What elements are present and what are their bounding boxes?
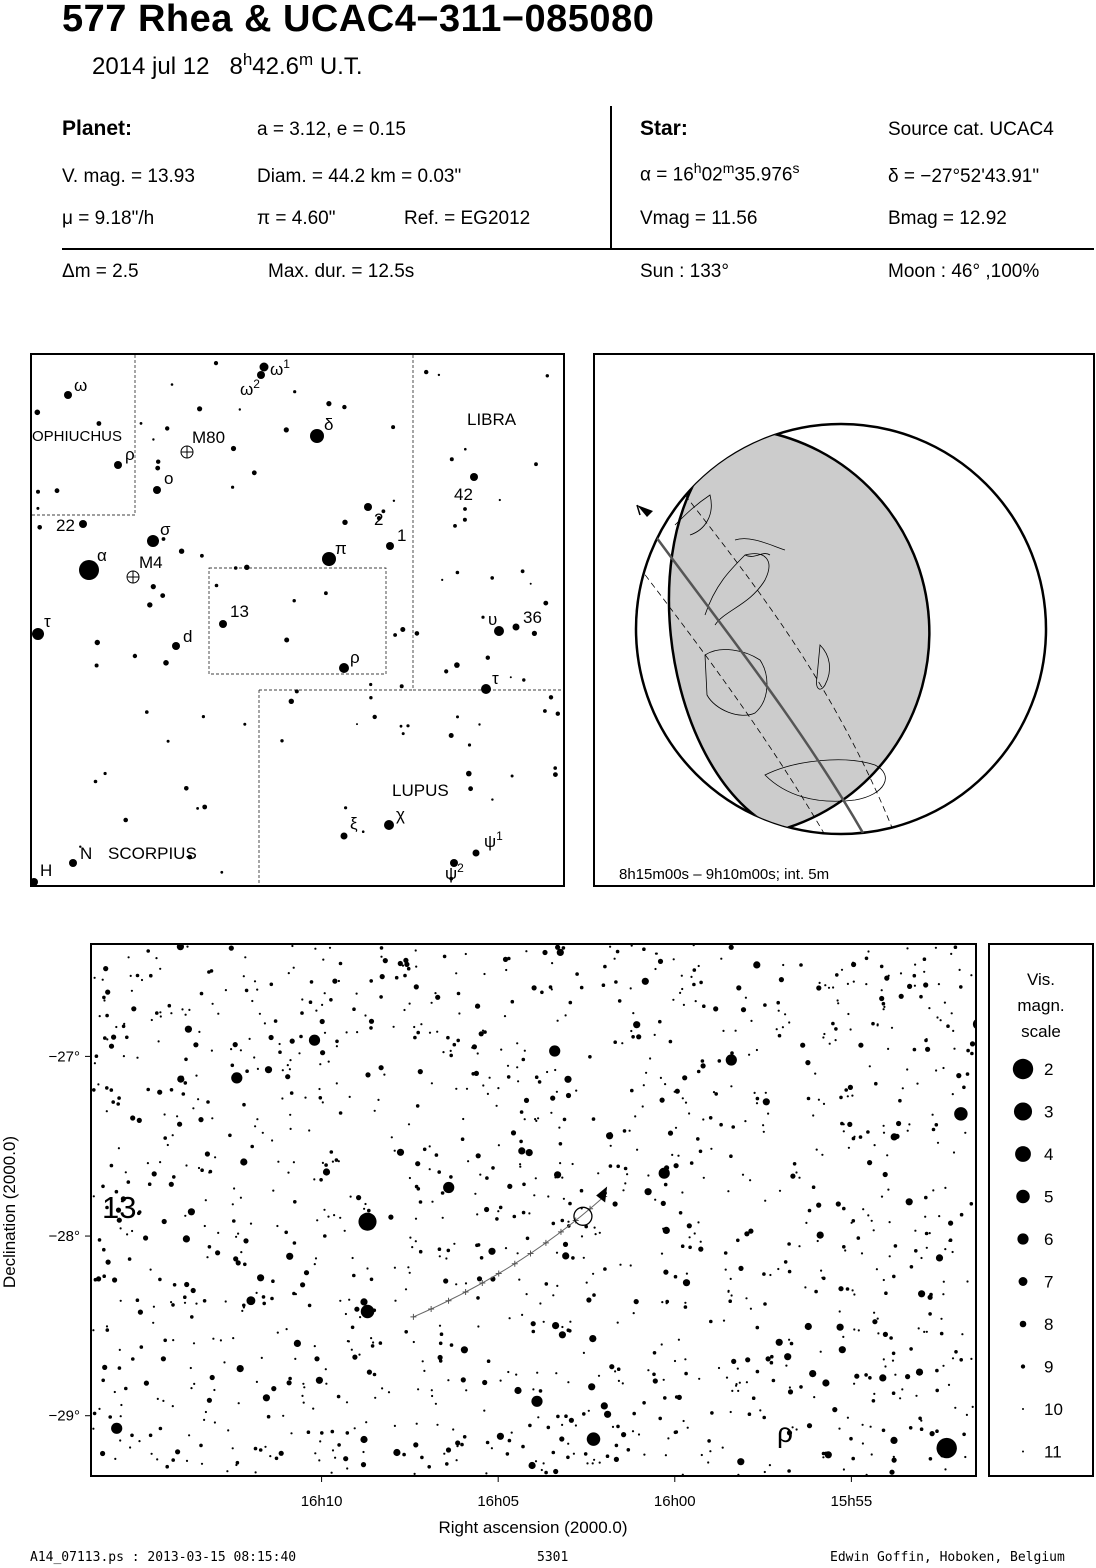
finder-faint-star: [543, 709, 547, 713]
finder-faint-star: [293, 599, 296, 602]
star-alpha-sco: [79, 560, 99, 580]
chart-label-rho: ρ: [777, 1417, 793, 1448]
finder-faint-star: [402, 732, 405, 735]
main-chart-axes: [0, 940, 1096, 1568]
finder-faint-star: [156, 460, 160, 464]
label-tau-lib: τ: [492, 669, 499, 688]
star-dec: δ = −27°52'43.91": [888, 166, 1040, 187]
max-duration: Max. dur. = 12.5s: [268, 261, 415, 282]
finder-faint-star: [145, 710, 149, 714]
finder-faint-star: [391, 425, 395, 429]
finder-faint-star: [450, 457, 454, 461]
finder-faint-star: [214, 361, 218, 365]
finder-faint-star: [289, 699, 294, 704]
label-2: 2: [374, 510, 384, 529]
finder-faint-star: [373, 715, 377, 719]
label-omicron: o: [164, 469, 174, 488]
finder-faint-star: [160, 593, 165, 598]
finder-faint-star: [406, 724, 409, 727]
finder-faint-star: [197, 406, 202, 411]
label-sigma: σ: [160, 520, 171, 539]
event-minute: 42.6: [252, 53, 299, 80]
star-22-sco: [79, 520, 87, 528]
star-36-lib: [513, 624, 520, 631]
footer-file: A14_07113.ps : 2013-03-15 08:15:40: [30, 1550, 297, 1565]
finder-faint-star: [534, 462, 538, 466]
star-42-lib: [470, 473, 478, 481]
moon-info: Moon : 46° ,100%: [888, 261, 1040, 282]
finder-faint-star: [454, 662, 460, 668]
star-ra-hours: α = 16: [640, 164, 694, 186]
finder-faint-star: [393, 633, 397, 637]
star-ra-min: 02: [701, 164, 723, 186]
planet-ref: Ref. = EG2012: [404, 208, 531, 229]
finder-faint-star: [486, 656, 490, 660]
finder-faint-star: [200, 554, 204, 558]
finder-faint-star: [511, 775, 514, 778]
finder-faint-star: [37, 525, 42, 530]
finder-faint-star: [243, 723, 246, 726]
legend-mag-label: 8: [1044, 1315, 1054, 1334]
constellation-lupus: LUPUS: [392, 781, 449, 800]
ra-h-unit: h: [693, 160, 702, 176]
legend-dot: [1021, 1364, 1025, 1368]
legend-dot: [1014, 1102, 1032, 1120]
x-axis-label: Right ascension (2000.0): [438, 1518, 628, 1537]
x-tick-label: 16h00: [653, 1493, 696, 1510]
finder-faint-star: [231, 486, 234, 489]
globe-caption: 8h15m00s – 9h10m00s; int. 5m: [619, 866, 830, 883]
finder-faint-star: [36, 507, 39, 510]
star-bmag: Bmag = 12.92: [888, 208, 1007, 229]
star-h-sco: [32, 878, 38, 885]
finder-faint-star: [244, 565, 249, 570]
finder-faint-star: [55, 488, 60, 493]
label-omega1: $\omega^1$: [270, 357, 290, 379]
star-rho-oph: [114, 461, 122, 469]
star-xi-lup: [341, 833, 348, 840]
label-n: N: [80, 844, 93, 863]
legend-mag-label: 5: [1044, 1187, 1054, 1207]
finder-faint-star: [441, 579, 443, 581]
planet-diam: Diam. = 44.2 km = 0.03": [257, 166, 462, 187]
chart-label-13: 13: [102, 1190, 137, 1225]
star-sigma-sco: [147, 535, 159, 547]
minute-unit: m: [299, 50, 314, 69]
finder-faint-star: [463, 518, 467, 522]
finder-faint-star: [196, 807, 199, 810]
finder-faint-star: [553, 766, 557, 770]
finder-faint-star: [393, 500, 395, 502]
star-n-sco: [69, 859, 77, 867]
finder-faint-star: [530, 583, 532, 585]
y-tick-label: −27°: [48, 1048, 80, 1066]
constellation-scorpius: SCORPIUS: [108, 844, 197, 863]
finder-faint-star: [438, 374, 440, 376]
finder-faint-star: [468, 786, 473, 791]
finder-faint-star: [546, 374, 549, 377]
finder-faint-star: [95, 640, 100, 645]
finder-faint-star: [97, 421, 102, 426]
y-tick-label: −29°: [48, 1407, 80, 1425]
star-source: Source cat. UCAC4: [888, 119, 1054, 140]
finder-faint-star: [94, 780, 98, 784]
finder-faint-star: [468, 743, 471, 746]
finder-faint-star: [151, 584, 156, 589]
label-13: 13: [230, 602, 249, 621]
table-hdivider: [62, 248, 1094, 250]
finder-faint-star: [293, 390, 296, 393]
finder-faint-star: [220, 871, 223, 874]
finder-faint-star: [490, 576, 494, 580]
event-hour: 8: [229, 53, 243, 80]
finder-faint-star: [239, 408, 241, 410]
finder-faint-star: [424, 370, 428, 374]
finder-faint-star: [152, 438, 154, 440]
label-1: 1: [397, 526, 407, 545]
finder-faint-star: [326, 401, 331, 406]
finder-faint-star: [532, 631, 537, 636]
star-tau-sco: [32, 628, 44, 640]
planet-orbit: a = 3.12, e = 0.15: [257, 119, 406, 140]
legend-dot: [1016, 1190, 1030, 1204]
finder-faint-star: [522, 678, 525, 681]
legend-mag-label: 10: [1044, 1400, 1063, 1419]
finder-faint-star: [35, 410, 41, 416]
time-suffix: U.T.: [313, 53, 363, 80]
hour-unit: h: [242, 50, 253, 69]
finder-faint-star: [464, 448, 467, 451]
label-rho-sco: ρ: [350, 648, 360, 667]
finder-faint-star: [369, 683, 372, 686]
delta-mag: Δm = 2.5: [62, 261, 139, 282]
legend-title-line2: magn.: [1017, 996, 1065, 1015]
earth-globe-svg: [595, 355, 1093, 885]
y-tick-label: −28°: [48, 1228, 80, 1246]
finder-faint-star: [456, 571, 460, 575]
finder-faint-star: [324, 591, 328, 595]
event-date: 2014 jul 12: [92, 53, 210, 80]
constellation-libra: LIBRA: [467, 410, 517, 429]
finder-faint-star: [295, 689, 299, 693]
label-42: 42: [454, 485, 473, 504]
label-upsilon: υ: [488, 610, 498, 629]
finder-faint-star: [140, 422, 143, 425]
finder-faint-star: [362, 830, 365, 833]
table-vdivider: [610, 106, 612, 248]
star-pi-sco: [322, 552, 336, 566]
finder-faint-star: [400, 627, 405, 632]
label-tau-sco: τ: [44, 612, 51, 631]
star-2-sco: [364, 503, 372, 511]
finder-faint-star: [252, 470, 257, 475]
star-delta-sco: [310, 429, 324, 443]
star-psi1: [473, 850, 480, 857]
finder-faint-star: [449, 733, 454, 738]
finder-faint-star: [231, 446, 236, 451]
label-pi: π: [335, 539, 347, 558]
x-tick-label: 16h10: [300, 1493, 343, 1510]
star-ra: [640, 160, 800, 186]
finder-faint-star: [234, 566, 238, 570]
magnitude-legend: [988, 943, 1094, 1477]
legend-title-line3: scale: [1021, 1022, 1061, 1041]
ra-s-unit: s: [792, 160, 800, 176]
finder-chart-svg: [32, 355, 563, 885]
label-36: 36: [523, 608, 542, 627]
star-tau-lib: [481, 684, 491, 694]
event-datetime: [92, 50, 363, 81]
star-1-sco: [386, 542, 394, 550]
label-alpha: α: [97, 546, 107, 565]
sun-elongation: Sun : 133°: [640, 261, 729, 282]
constellation-ophiuchus: OPHIUCHUS: [32, 428, 123, 445]
star-chi-lup: [384, 820, 394, 830]
finder-faint-star: [521, 569, 525, 573]
finder-faint-star: [280, 739, 283, 742]
star-d-sco: [172, 642, 180, 650]
finder-faint-star: [463, 507, 467, 511]
legend-dot: [1020, 1321, 1027, 1328]
legend-mag-label: 4: [1044, 1145, 1054, 1164]
label-omega2: $\omega^2$: [240, 377, 260, 399]
label-m4: M4: [139, 553, 163, 572]
finder-faint-star: [155, 466, 160, 471]
label-h: H: [40, 861, 53, 880]
legend-svg: [990, 945, 1092, 1475]
finder-faint-star: [342, 520, 347, 525]
finder-faint-star: [466, 771, 472, 777]
finder-faint-star: [491, 798, 493, 800]
footer-number: 5301: [537, 1550, 569, 1565]
finder-faint-star: [342, 405, 346, 409]
finder-faint-star: [184, 786, 189, 791]
star-omega-oph: [64, 391, 72, 399]
legend-dot: [1022, 1451, 1024, 1453]
legend-dot: [1022, 1408, 1024, 1410]
finder-faint-star: [284, 638, 289, 643]
label-psi2: $\psi^2$: [445, 861, 464, 883]
earth-globe-panel: [593, 353, 1095, 887]
cluster-m4-icon: [127, 571, 139, 583]
finder-faint-star: [344, 806, 347, 809]
page-title: 577 Rhea & UCAC4−311−085080: [62, 0, 655, 40]
star-heading: Star:: [640, 117, 688, 140]
legend-mag-label: 3: [1044, 1102, 1054, 1122]
planet-parallax: π = 4.60": [257, 208, 336, 229]
x-tick-label: 16h05: [477, 1493, 520, 1510]
finder-faint-star: [284, 427, 289, 432]
finder-faint-star: [556, 712, 560, 716]
finder-faint-star: [167, 740, 170, 743]
star-vmag: Vmag = 11.56: [640, 208, 758, 229]
finder-faint-star: [133, 654, 137, 658]
planet-vmag: V. mag. = 13.93: [62, 166, 195, 187]
finder-faint-star: [123, 818, 128, 823]
finder-faint-star: [481, 616, 484, 619]
finder-faint-star: [400, 684, 404, 688]
y-axis-label: Declination (2000.0): [0, 1135, 19, 1289]
legend-mag-label: 7: [1044, 1272, 1054, 1292]
finder-faint-star: [179, 549, 184, 554]
label-22: 22: [56, 516, 75, 535]
legend-dot: [1013, 1059, 1033, 1079]
finder-faint-star: [165, 426, 169, 430]
finder-faint-star: [202, 805, 207, 810]
finder-faint-star: [369, 696, 372, 699]
legend-dot: [1019, 1277, 1028, 1286]
legend-title-line1: Vis.: [1026, 970, 1056, 989]
legend-mag-label: 11: [1044, 1442, 1062, 1462]
label-psi1: $\psi^1$: [484, 829, 503, 851]
finder-faint-star: [400, 725, 403, 728]
planet-heading: Planet:: [62, 117, 133, 140]
finder-faint-star: [510, 676, 512, 678]
finder-faint-star: [499, 499, 501, 501]
finder-faint-star: [36, 490, 40, 494]
legend-mag-label: 2: [1044, 1060, 1054, 1079]
footer-author: Edwin Goffin, Hoboken, Belgium: [830, 1550, 1065, 1565]
finder-faint-star: [478, 723, 480, 725]
label-chi: χ: [396, 805, 405, 824]
finder-faint-star: [215, 584, 219, 588]
finder-faint-star: [147, 602, 152, 607]
x-tick-label: 15h55: [830, 1493, 873, 1510]
finder-faint-star: [453, 524, 457, 528]
finder-faint-star: [543, 601, 548, 606]
legend-mag-label: 6: [1044, 1230, 1054, 1249]
label-rho-oph: ρ: [125, 445, 135, 464]
label-delta: δ: [324, 415, 334, 434]
finder-faint-star: [456, 715, 459, 718]
cluster-m80-icon: [181, 446, 193, 458]
label-xi: ξ: [350, 814, 358, 833]
finder-faint-star: [356, 723, 358, 725]
legend-dot: [1015, 1146, 1031, 1162]
finder-chart: [30, 353, 565, 887]
finder-faint-star: [104, 772, 107, 775]
star-omicron: [153, 486, 161, 494]
legend-mag-label: 9: [1044, 1357, 1054, 1377]
finder-faint-star: [549, 695, 553, 699]
finder-faint-star: [171, 383, 174, 386]
star-ra-sec: 35.976: [734, 164, 793, 186]
ra-m-unit: m: [722, 160, 735, 176]
planet-motion: μ = 9.18"/h: [62, 208, 155, 229]
star-omega1: [260, 363, 269, 372]
finder-faint-star: [95, 664, 99, 668]
finder-faint-star: [202, 715, 205, 718]
star-13-sco: [219, 620, 227, 628]
finder-faint-star: [163, 660, 169, 666]
legend-dot: [1017, 1233, 1028, 1244]
finder-faint-star: [415, 631, 420, 636]
star-rho-sco: [339, 663, 349, 673]
finder-faint-star: [553, 772, 558, 777]
finder-faint-star: [444, 669, 448, 673]
label-d: d: [183, 627, 193, 646]
label-m80: M80: [192, 428, 226, 447]
label-omega: ω: [74, 376, 88, 395]
